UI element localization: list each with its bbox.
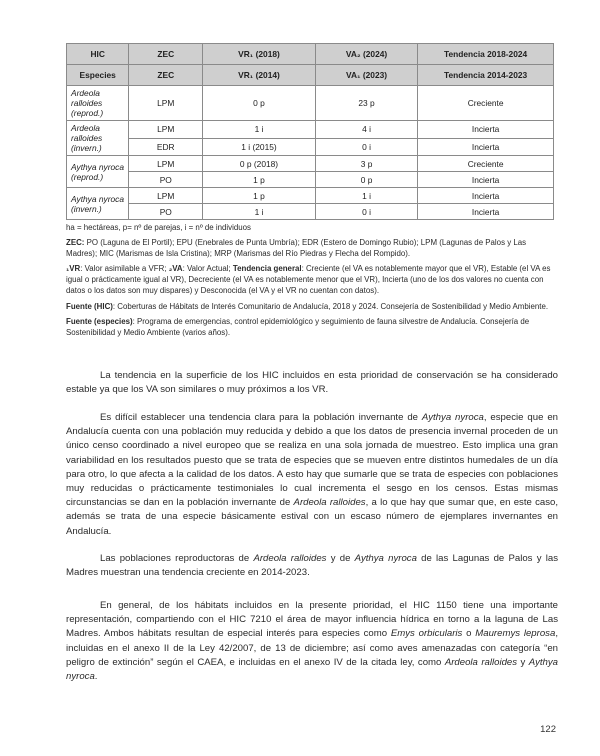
table-header-cell: Tendencia 2014-2023	[418, 65, 554, 86]
table-header-cell: VA₂ (2024)	[315, 44, 417, 65]
zec-cell: LPM	[129, 188, 203, 204]
table-header-cell: ZEC	[129, 65, 203, 86]
table-row	[67, 138, 554, 156]
table-row	[67, 156, 554, 172]
source-species-note: Fuente (especies): Programa de emergencias, control epidemiológico y seguimiento de fauna silvestre de Andalucía. Consejería de Sostenibilidad y Medio Ambiente (varios años).	[66, 316, 530, 337]
vr-cell: 1 p	[203, 188, 316, 204]
table-header-row	[67, 44, 554, 65]
vr-cell: 1 i	[203, 204, 316, 220]
vr-cell: 1 i	[203, 121, 316, 139]
table-header-cell: VR₁ (2018)	[203, 44, 316, 65]
va-cell: 0 p	[315, 172, 417, 188]
table-header-row	[67, 65, 554, 86]
va-cell: 0 i	[315, 204, 417, 220]
species-cell: Aythya nyroca (invern.)	[67, 188, 129, 220]
trend-cell: Incierta	[418, 138, 554, 156]
trend-cell: Incierta	[418, 188, 554, 204]
source-hic-note: Fuente (HIC): Coberturas de Hábitats de Interés Comunitario de Andalucía, 2018 y 2024. Consejería de Sostenibilidad y Medio Ambiente.	[66, 301, 549, 311]
paragraph-1: La tendencia en la superficie de los HIC incluidos en esta prioridad de conservación se ha considerado estable ya que los VA son similares o muy próximos a los VR.	[66, 370, 558, 396]
table-header-cell: VA₁ (2023)	[315, 65, 417, 86]
trend-cell: Incierta	[418, 172, 554, 188]
zec-cell: LPM	[129, 121, 203, 139]
units-note: ha = hectáreas, p= nº de parejas, i = nº de individuos	[66, 223, 251, 232]
paragraph-3: Las poblaciones reproductoras de Ardeola ralloides y de Aythya nyroca de las Lagunas de Palos y las Madres muestran una tendencia creciente en 2014-2023.	[66, 553, 558, 579]
vr-cell: 0 p (2018)	[203, 156, 316, 172]
table-header-cell: HIC	[67, 44, 129, 65]
paragraph-2: Es difícil establecer una tendencia clara para la población invernante de Aythya nyroca, especie que en Andalucía cuenta con una población muy reducida y debido a que los datos de presencia invernal proceden de un único censo coordinado a nivel europeo que se realiza en una sola jornada de muestreo. Esto implica una gran variabilidad en los resultados puesto que se trata de especies que se mueven entre distintos humedales de un día para otro, lo que afecta a la calidad de los datos. A esto hay que sumarle que se trata de especies con poblaciones muy reducidas o prácticamente testimoniales lo cual incrementa el sesgo en los censos. Estas mismas circunstancias se dan en la población invernante de Ardeola ralloides, a lo que hay que sumar que, en este caso, además se trata de una especie básicamente estival con un escaso número de ejemplares invernantes en Andalucía.	[66, 412, 559, 537]
vr-cell: 1 p	[203, 172, 316, 188]
zec-cell: PO	[129, 172, 203, 188]
table-notes	[66, 222, 558, 342]
table-header-cell: VR₁ (2014)	[203, 65, 316, 86]
zec-cell: PO	[129, 204, 203, 220]
table-header-cell: Especies	[67, 65, 129, 86]
paragraph-4: En general, de los hábitats incluidos en la presente prioridad, el HIC 1150 tiene una importante representación, compartiendo con el HIC 7210 el área de mayor influencia hídrica en torno a la laguna de Las Madres. Ambos hábitats resultan de especial interés para especies como Emys orbicularis o Mauremys leprosa, incluidas en el anexo II de la Ley 42/2007, de 13 de diciembre; así como aves amenazadas con categoría “en peligro de extinción” según el CAEA, e incluidas en el anexo IV de la citada ley, como Ardeola ralloides y Aythya nyroca.	[66, 600, 558, 683]
table-row	[67, 204, 554, 220]
zec-note: ZEC: PO (Laguna de El Portil); EPU (Enebrales de Punta Umbría); EDR (Estero de Domingo Rubio); LPM (Lagunas de Palos y Las Madres); MIC (Marismas de Isla Cristina); MRP (Marismas del Río Piedras y Flecha del Rompido).	[66, 238, 527, 259]
table-header-cell: Tendencia 2018-2024	[418, 44, 554, 65]
trend-cell: Creciente	[418, 86, 554, 121]
table-header-cell: ZEC	[129, 44, 203, 65]
table-row	[67, 172, 554, 188]
trend-cell: Incierta	[418, 204, 554, 220]
values-note: ₁VR: Valor asimilable a VFR; ₂VA: Valor Actual; Tendencia general: Creciente (el VA es notablemente mayor que el VR), Estable (el VA es igual o prácticamente igual al VR), Decreciente (el VA es notablemente menor que el VR), Incierta (uno de los dos valores no cuenta con datos o los datos son muy dispares) y Desconocida (el VA y el VR no cuentan con datos).	[66, 264, 551, 296]
trend-table	[66, 43, 554, 220]
trend-cell: Incierta	[418, 121, 554, 139]
va-cell: 4 i	[315, 121, 417, 139]
table-row	[67, 188, 554, 204]
vr-cell: 1 i (2015)	[203, 138, 316, 156]
va-cell: 3 p	[315, 156, 417, 172]
species-cell: Aythya nyroca (reprod.)	[67, 156, 129, 188]
page-number: 122	[540, 724, 556, 735]
table-row	[67, 121, 554, 139]
trend-cell: Creciente	[418, 156, 554, 172]
species-cell: Ardeola ralloides (invern.)	[67, 121, 129, 156]
zec-cell: EDR	[129, 138, 203, 156]
zec-cell: LPM	[129, 156, 203, 172]
vr-cell: 0 p	[203, 86, 316, 121]
va-cell: 0 i	[315, 138, 417, 156]
va-cell: 1 i	[315, 188, 417, 204]
species-cell: Ardeola ralloides (reprod.)	[67, 86, 129, 121]
zec-cell: LPM	[129, 86, 203, 121]
table-row	[67, 86, 554, 121]
va-cell: 23 p	[315, 86, 417, 121]
